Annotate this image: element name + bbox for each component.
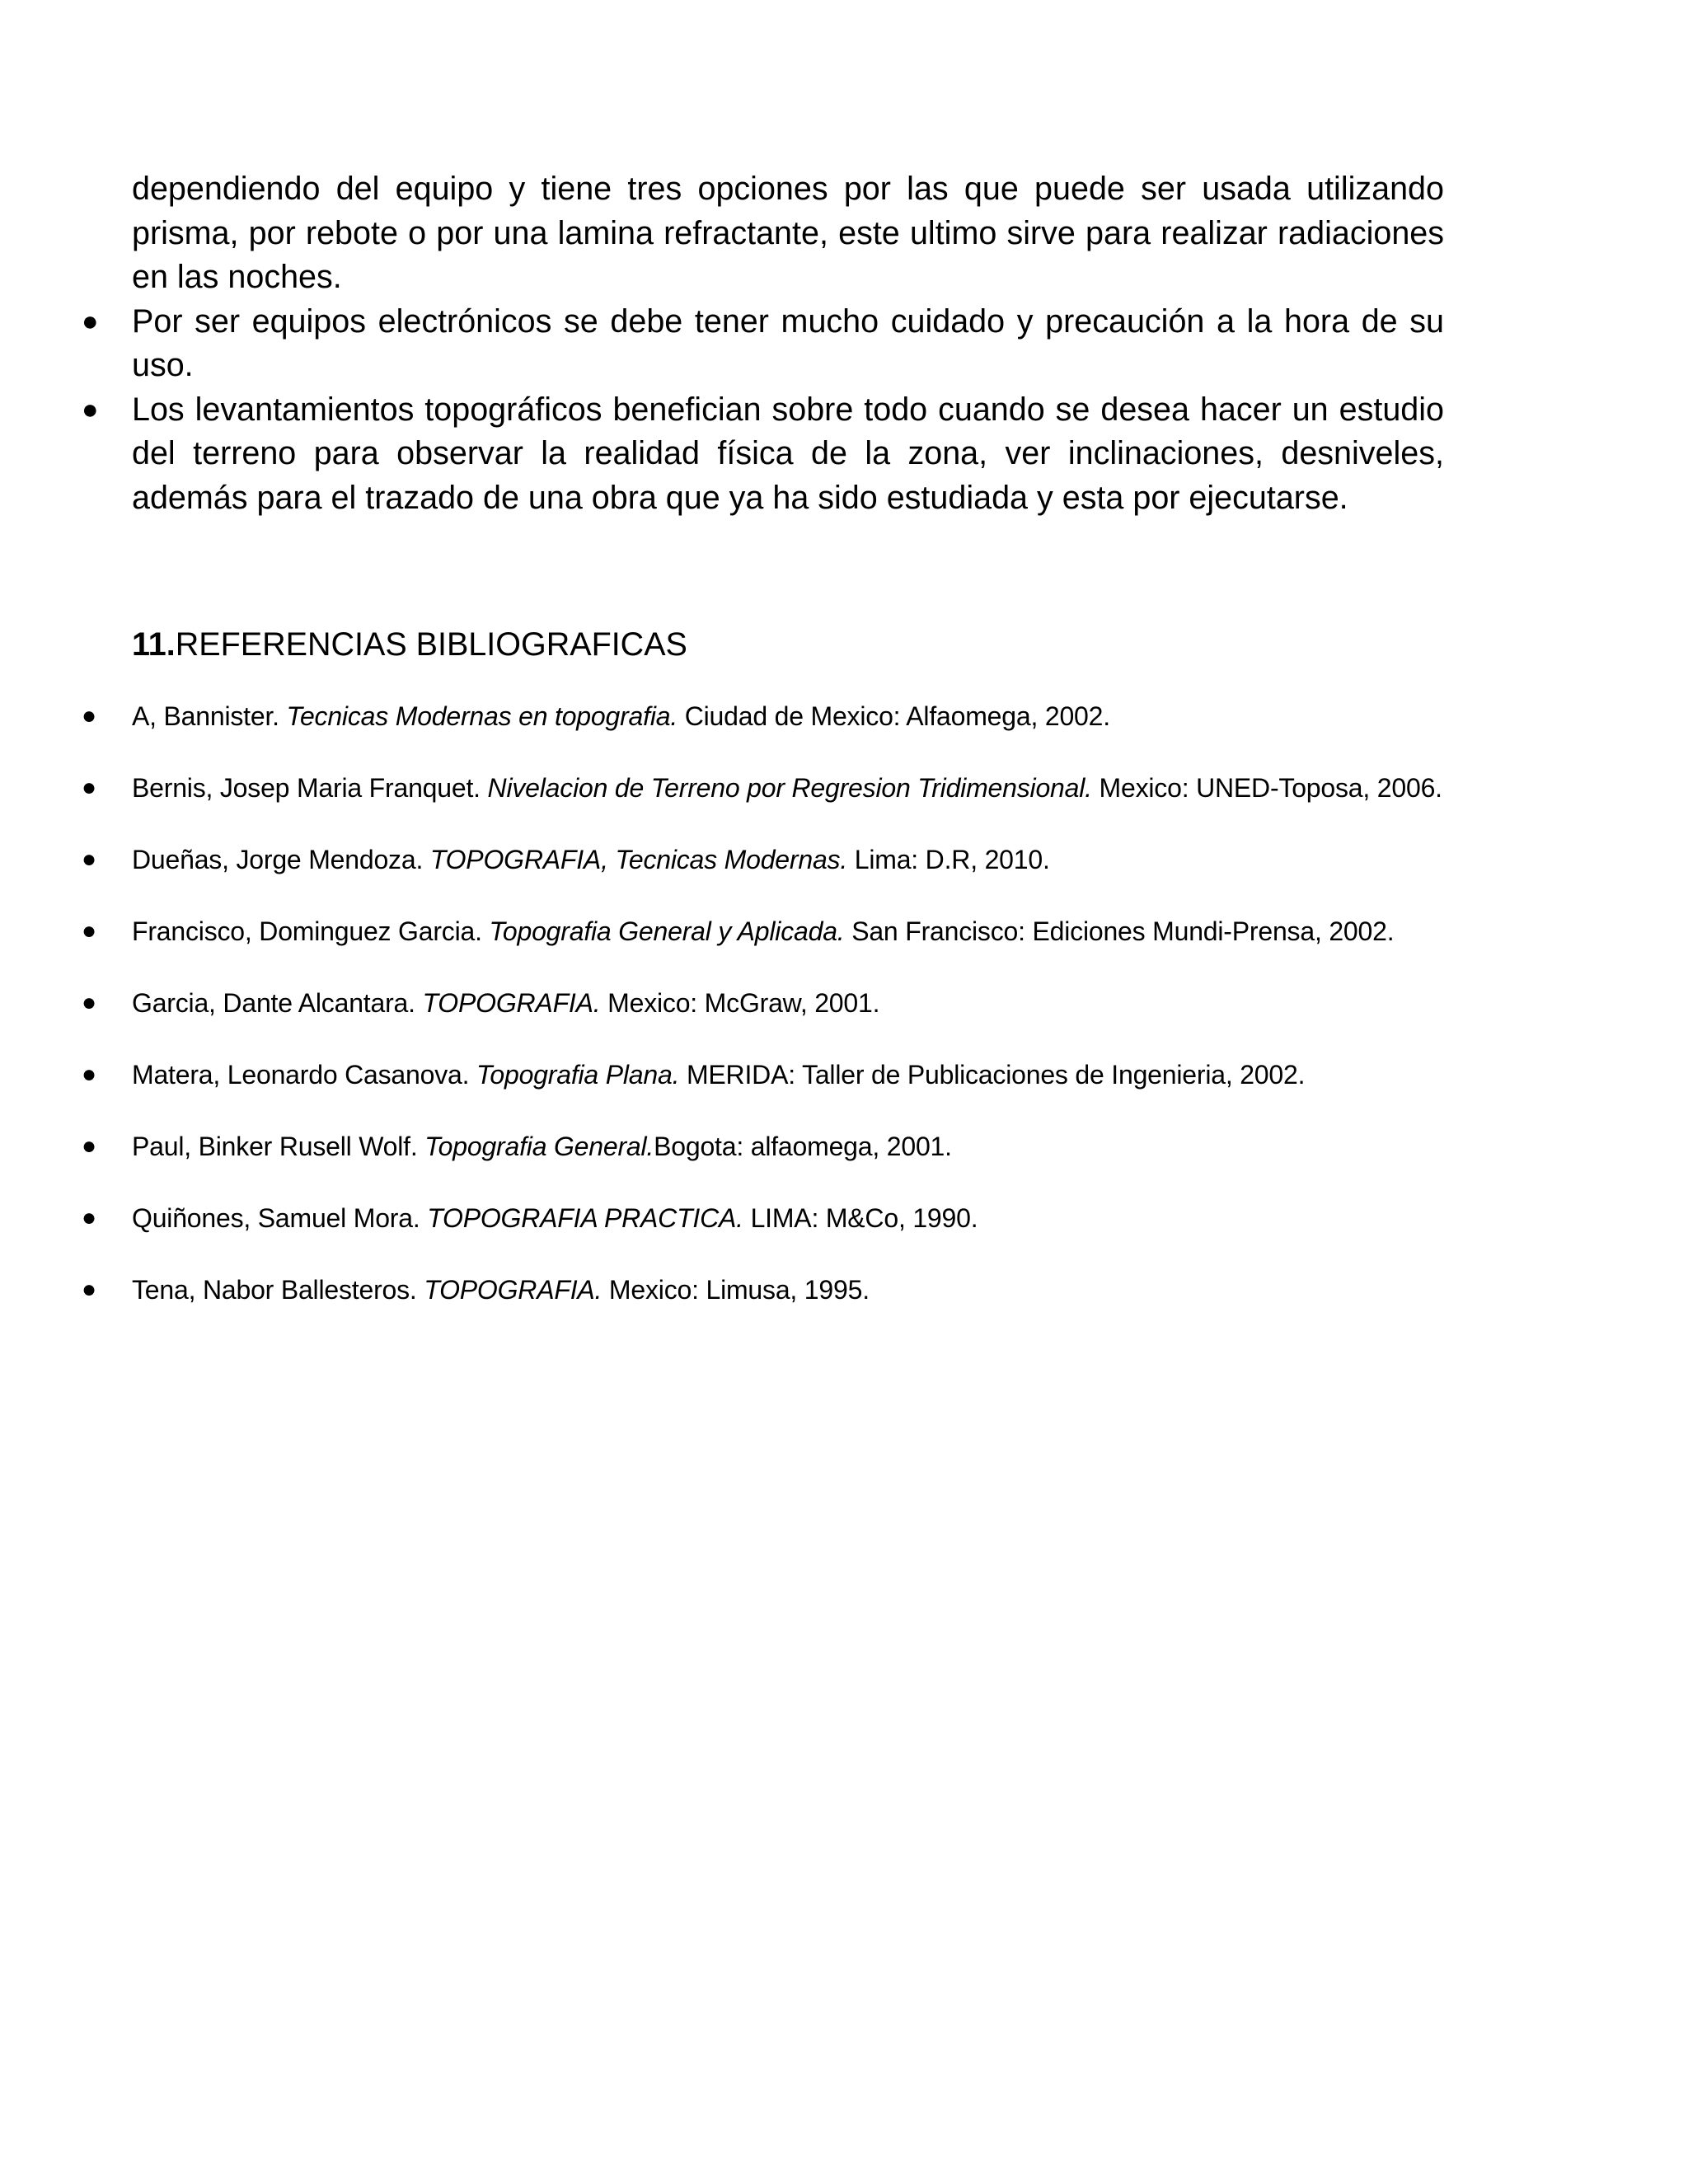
reference-item	[82, 695, 1451, 738]
reference-item	[82, 982, 1451, 1024]
bullet-item-survey-benefits	[82, 388, 1444, 521]
bullet-icon: ●	[82, 1204, 96, 1231]
bullet-item-electronic-care	[82, 300, 1444, 388]
paragraph-continuation: dependiendo del equipo y tiene tres opciones por las que puede ser usada utilizando prisma, por rebote o por una lamina refractante, este ultimo sirve para realizar radiaciones en las noches.	[132, 171, 1444, 295]
reference-publisher: MERIDA: Taller de Publicaciones de Ingenieria, 2002.	[679, 1060, 1306, 1090]
reference-author: Matera, Leonardo Casanova.	[132, 1060, 476, 1090]
conclusions-block	[82, 167, 1444, 520]
section-title: REFERENCIAS BIBLIOGRAFICAS	[175, 626, 687, 663]
bullet-icon: ●	[82, 1276, 96, 1303]
reference-item	[82, 766, 1451, 809]
bullet-icon: ●	[82, 846, 96, 873]
reference-title: Topografia General.	[424, 1132, 654, 1161]
reference-title: TOPOGRAFIA.	[422, 988, 601, 1018]
reference-title: TOPOGRAFIA PRACTICA.	[427, 1203, 743, 1233]
bullet-icon: ●	[82, 774, 96, 801]
reference-author: A, Bannister.	[132, 701, 287, 731]
reference-title: Topografia Plana.	[476, 1060, 680, 1090]
bullet-icon: ●	[82, 305, 99, 337]
reference-item	[82, 1268, 1451, 1311]
reference-title: Nivelacion de Terreno por Regresion Tridimensional.	[487, 773, 1092, 803]
reference-publisher: Lima: D.R, 2010.	[847, 845, 1050, 874]
section-heading-references	[132, 620, 687, 669]
reference-item	[82, 1053, 1451, 1096]
reference-title: TOPOGRAFIA.	[424, 1275, 603, 1305]
references-list	[82, 695, 1451, 1340]
reference-author: Dueñas, Jorge Mendoza.	[132, 845, 430, 874]
reference-author: Francisco, Dominguez Garcia.	[132, 916, 490, 946]
reference-publisher: Mexico: McGraw, 2001.	[600, 988, 880, 1018]
reference-author: Garcia, Dante Alcantara.	[132, 988, 423, 1018]
reference-title: Tecnicas Modernas en topografia.	[286, 701, 678, 731]
reference-publisher: San Francisco: Ediciones Mundi-Prensa, 2002.	[844, 916, 1395, 946]
bullet-text: Los levantamientos topográficos benefician sobre todo cuando se desea hacer un estudio del terreno para observar la realidad física de la zona, ver inclinaciones, desniveles, además para el trazado de una obra que ya ha sido estudiada y esta por ejecutarse.	[132, 391, 1444, 516]
reference-publisher: Mexico: Limusa, 1995.	[602, 1275, 870, 1305]
section-number: 11.	[132, 626, 176, 663]
bullet-icon: ●	[82, 917, 96, 944]
reference-author: Tena, Nabor Ballesteros.	[132, 1275, 424, 1305]
reference-item	[82, 838, 1451, 881]
bullet-icon: ●	[82, 393, 99, 425]
reference-title: TOPOGRAFIA, Tecnicas Modernas.	[429, 845, 848, 874]
bullet-icon: ●	[82, 1061, 96, 1088]
reference-item	[82, 1197, 1451, 1240]
reference-author: Bernis, Josep Maria Franquet.	[132, 773, 488, 803]
reference-publisher: Ciudad de Mexico: Alfaomega, 2002.	[678, 701, 1110, 731]
reference-publisher: LIMA: M&Co, 1990.	[743, 1203, 978, 1233]
reference-publisher: Mexico: UNED-Toposa, 2006.	[1091, 773, 1442, 803]
bullet-icon: ●	[82, 1132, 96, 1160]
bullet-icon: ●	[82, 989, 96, 1016]
reference-author: Paul, Binker Rusell Wolf.	[132, 1132, 425, 1161]
reference-author: Quiñones, Samuel Mora.	[132, 1203, 428, 1233]
reference-item	[82, 1125, 1451, 1168]
reference-title: Topografia General y Aplicada.	[489, 916, 845, 946]
reference-publisher: Bogota: alfaomega, 2001.	[654, 1132, 952, 1161]
bullet-icon: ●	[82, 702, 96, 729]
reference-item	[82, 910, 1451, 953]
bullet-text: Por ser equipos electrónicos se debe tener mucho cuidado y precaución a la hora de su uso.	[132, 302, 1444, 383]
